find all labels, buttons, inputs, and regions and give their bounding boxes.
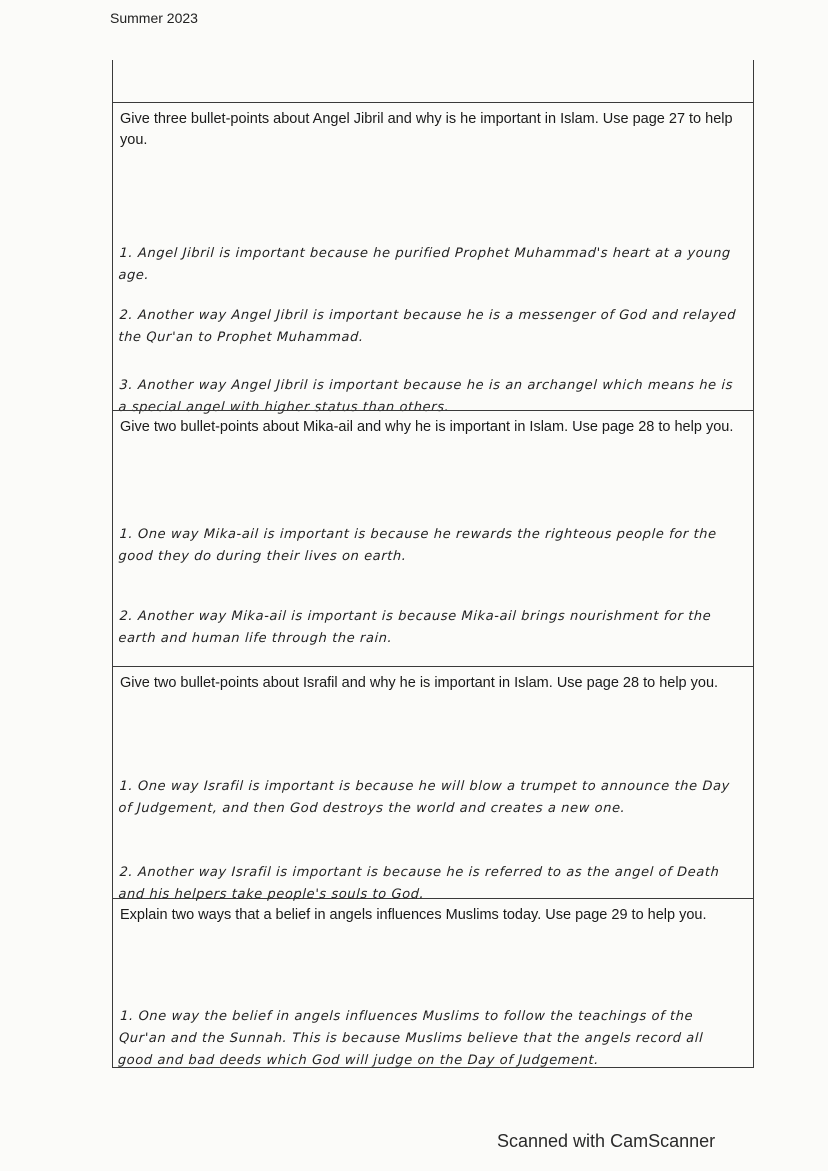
answer-item: 2. Another way Israfil is important is because he is referred to as the angel of Death and his helpers take people's souls to God. [118,865,720,902]
section-jibril [113,102,753,415]
answer-item: 1. One way the belief in angels influences Muslims to follow the teachings of the Qur'an and the Sunnah. This is because Muslims believe that the angels record all good and bad deeds which God will judge on the Day of Judgement. [117,1009,704,1068]
camscanner-watermark: Scanned with CamScanner [497,1131,716,1151]
answer-item: 1. One way Mika-ail is important is because he rewards the righteous people for the good they do during their lives on earth. [118,527,718,564]
page-header: Summer 2023 [110,10,198,26]
question-mikail: Give two bullet-points about Mika-ail and why he is important in Islam. Use page 28 to help you. [120,419,734,435]
answer-item: 1. One way Israfil is important is because he will blow a trumpet to announce the Day of Judgement, and then God destroys the world and creates a new one. [118,779,731,816]
section-israfil [113,666,753,902]
worksheet-table [112,60,754,1068]
answer-item: 2. Another way Mika-ail is important is because Mika-ail brings nourishment for the earth and human life through the rain. [118,609,712,646]
question-jibril: Give three bullet-points about Angel Jibril and why is he important in Islam. Use page 27 to help you. [120,111,733,148]
answer-item: 3. Another way Angel Jibril is important because he is an archangel which means he is a special angel with higher status than others. [118,378,734,415]
section-mikail [113,410,753,667]
section-belief-in-angels [113,898,753,1068]
question-israfil: Give two bullet-points about Israfil and why he is important in Islam. Use page 28 to help you. [120,675,719,691]
question-belief-in-angels: Explain two ways that a belief in angels influences Muslims today. Use page 29 to help you. [120,907,707,923]
answer-item: 2. Another way Angel Jibril is important because he is a messenger of God and relayed the Qur'an to Prophet Muhammad. [118,308,737,345]
answer-item: 1. Angel Jibril is important because he purified Prophet Muhammad's heart at a young age. [118,246,732,283]
